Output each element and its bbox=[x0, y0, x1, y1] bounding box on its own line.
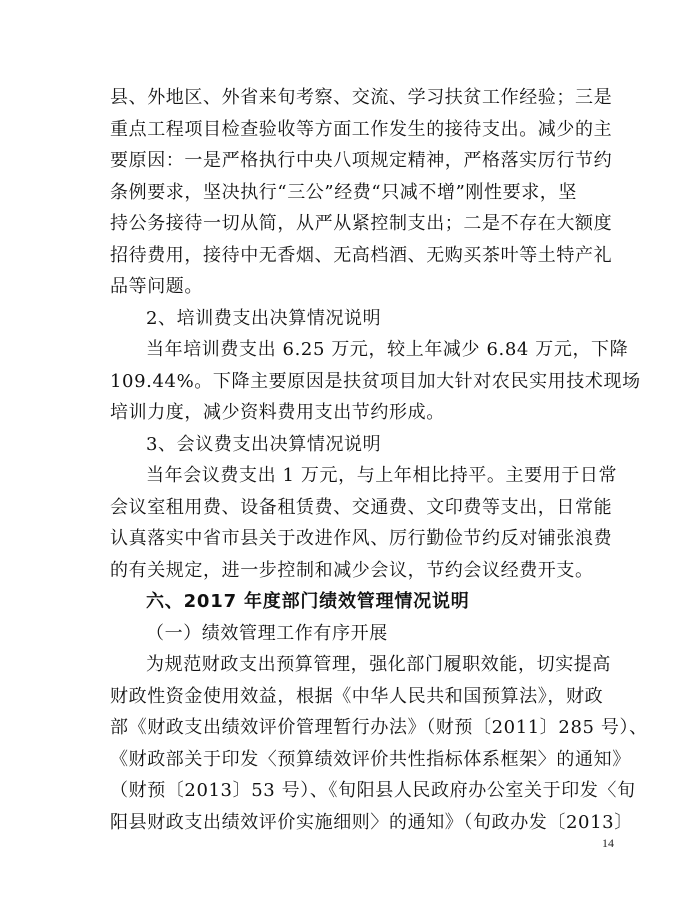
text-line: 当年会议费支出 1 万元，与上年相比持平。主要用于日常 bbox=[146, 465, 618, 486]
text-line: 条例要求，坚决执行“三公”经费“只减不增”刚性要求，坚 bbox=[110, 181, 578, 203]
text-line: 持公务接待一切从简，从严从紧控制支出；二是不存在大额度 bbox=[110, 213, 613, 234]
text-line: 为规范财政支出预算管理，强化部门履职效能，切实提高 bbox=[146, 654, 611, 675]
text-line: （财预〔2013〕53 号）、《旬阳县人民政府办公室关于印发〈旬 bbox=[110, 780, 636, 801]
text-line: 会议室租用费、设备租赁费、交通费、文印费等支出，日常能 bbox=[110, 496, 613, 518]
text-line: 部《财政支出绩效评价管理暂行办法》（财预〔2011〕285 号）、 bbox=[110, 717, 648, 738]
subsection-heading: （一）绩效管理工作有序开展 bbox=[146, 622, 388, 644]
text-line: 109.44%。下降主要原因是扶贫项目加大针对农民实用技术现场 bbox=[110, 370, 641, 392]
text-line: 培训力度，减少资料费用支出节约形成。 bbox=[110, 402, 445, 423]
page-number: 14 bbox=[602, 836, 614, 850]
section-heading-meeting: 3、会议费支出决算情况说明 bbox=[146, 433, 382, 455]
text-line: 招待费用，接待中无香烟、无高档酒、无购买茶叶等土特产礼 bbox=[110, 244, 613, 266]
section-heading-performance: 六、2017 年度部门绩效管理情况说明 bbox=[146, 591, 470, 612]
text-line: 阳县财政支出绩效评价实施细则〉的通知》（旬政办发〔2013〕 bbox=[110, 811, 633, 833]
text-line: 当年培训费支出 6.25 万元，较上年减少 6.84 万元，下降 bbox=[146, 339, 629, 360]
text-line: 重点工程项目检查验收等方面工作发生的接待支出。减少的主 bbox=[110, 118, 613, 140]
text-line: 《财政部关于印发〈预算绩效评价共性指标体系框架〉的通知》 bbox=[110, 748, 631, 770]
text-line: 县、外地区、外省来旬考察、交流、学习扶贫工作经验；三是 bbox=[110, 87, 613, 108]
text-line: 财政性资金使用效益，根据《中华人民共和国预算法》，财政 bbox=[110, 685, 604, 707]
text-line: 的有关规定，进一步控制和减少会议，节约会议经费开支。 bbox=[110, 559, 594, 581]
section-heading-training: 2、培训费支出决算情况说明 bbox=[146, 307, 382, 329]
text-line: 品等问题。 bbox=[110, 276, 203, 297]
text-line: 认真落实中省市县关于改进作风、厉行勤俭节约反对铺张浪费 bbox=[110, 528, 613, 549]
text-line: 要原因：一是严格执行中央八项规定精神，严格落实厉行节约 bbox=[110, 150, 613, 171]
